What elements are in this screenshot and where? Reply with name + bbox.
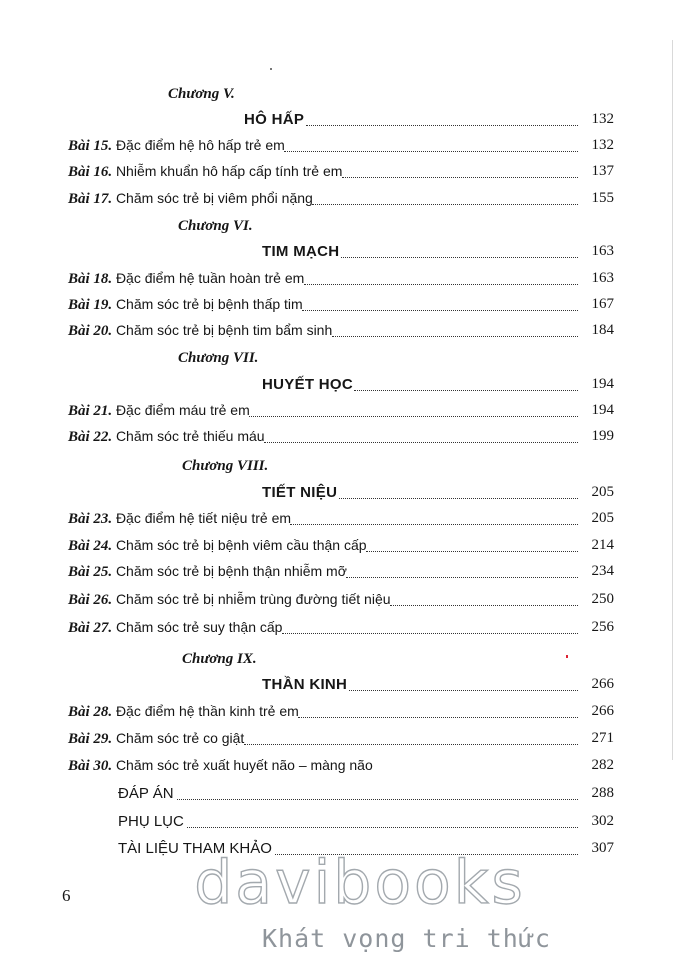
lesson-label <box>68 137 285 155</box>
lesson-label <box>68 757 373 775</box>
toc-page-number: 137 <box>591 163 614 179</box>
section-title: TIẾT NIỆU <box>262 484 338 501</box>
lesson-label <box>68 190 313 208</box>
toc-page-number: 184 <box>591 322 614 338</box>
toc-page-number: 194 <box>591 376 614 392</box>
lesson-number: Bài 28. <box>68 704 116 720</box>
toc-page-number: 167 <box>591 296 614 312</box>
toc-page-number: 302 <box>591 813 614 829</box>
appendix-title: ĐÁP ÁN <box>118 785 174 802</box>
lesson-label <box>68 322 332 340</box>
dot-leader <box>312 204 578 205</box>
toc-page-number: 205 <box>591 510 614 526</box>
chapter-heading: Chương VII. <box>178 350 259 366</box>
lesson-label <box>68 730 244 748</box>
toc-lesson-row <box>0 322 700 348</box>
dot-leader <box>339 498 578 499</box>
chapter-heading: Chương IX. <box>182 651 257 667</box>
lesson-number: Bài 17. <box>68 191 116 207</box>
lesson-title: Chăm sóc trẻ bị bệnh thận nhiễm mỡ <box>115 563 347 579</box>
chapter-heading: Chương VI. <box>178 218 253 234</box>
lesson-number: Bài 19. <box>68 297 116 313</box>
lesson-title: Đặc điểm máu trẻ em <box>115 402 250 418</box>
lesson-label <box>68 296 303 314</box>
dot-leader <box>342 177 578 178</box>
toc-page-number: 132 <box>591 137 614 153</box>
lesson-number: Bài 18. <box>68 271 116 287</box>
toc-section-row <box>0 243 700 269</box>
lesson-title: Chăm sóc trẻ bị bệnh viêm cầu thận cấp <box>115 537 367 553</box>
dot-leader <box>349 690 579 691</box>
toc-page-number: 250 <box>591 591 614 607</box>
dot-leader <box>298 717 578 718</box>
toc-page-number: 288 <box>591 785 614 801</box>
dot-leader <box>390 605 578 606</box>
toc-lesson-row <box>0 428 700 454</box>
dot-leader <box>284 151 578 152</box>
scan-speck <box>270 68 272 70</box>
lesson-title: Chăm sóc trẻ suy thận cấp <box>115 619 283 635</box>
dot-leader <box>366 551 578 552</box>
dot-leader <box>302 310 578 311</box>
section-title: TIM MẠCH <box>262 243 340 260</box>
toc-page-number: 199 <box>591 428 614 444</box>
section-title: HUYẾT HỌC <box>262 376 354 393</box>
lesson-title: Đặc điểm hệ tuần hoàn trẻ em <box>115 270 305 286</box>
toc-lesson-row <box>0 757 700 783</box>
lesson-label <box>68 163 342 181</box>
toc-page-number: 266 <box>591 676 614 692</box>
toc-page-number: 163 <box>591 270 614 286</box>
lesson-title: Đặc điểm hệ tiết niệu trẻ em <box>115 510 292 526</box>
lesson-label <box>68 510 291 528</box>
toc-page-number: 271 <box>591 730 614 746</box>
lesson-title: Chăm sóc trẻ bị viêm phổi nặng <box>115 190 313 206</box>
toc-page-number: 307 <box>591 840 614 856</box>
toc-page-number: 205 <box>591 484 614 500</box>
toc-lesson-row <box>0 703 700 729</box>
lesson-number: Bài 27. <box>68 620 116 636</box>
dot-leader <box>187 827 578 828</box>
lesson-label <box>68 563 347 581</box>
toc-chapter-row <box>0 86 700 112</box>
lesson-number: Bài 16. <box>68 164 116 180</box>
toc-appendix-row <box>0 813 700 839</box>
chapter-heading: Chương VIII. <box>182 458 269 474</box>
dot-leader <box>264 442 578 443</box>
lesson-title: Chăm sóc trẻ thiếu máu <box>115 428 265 444</box>
toc-lesson-row <box>0 163 700 189</box>
dot-leader <box>244 744 578 745</box>
dot-leader <box>290 524 578 525</box>
lesson-number: Bài 15. <box>68 138 116 154</box>
toc-lesson-row <box>0 510 700 536</box>
dot-leader <box>346 577 578 578</box>
dot-leader <box>341 257 578 258</box>
toc-chapter-row <box>0 350 700 376</box>
toc-section-row <box>0 484 700 510</box>
dot-leader <box>249 416 578 417</box>
lesson-title: Chăm sóc trẻ bị bệnh thấp tim <box>115 296 303 312</box>
lesson-title: Chăm sóc trẻ bị bệnh tim bẩm sinh <box>115 322 333 338</box>
toc-page-number: 132 <box>591 111 614 127</box>
watermark-tagline: Khát vọng tri thức <box>262 924 551 953</box>
toc-page-number: 234 <box>591 563 614 579</box>
lesson-number: Bài 21. <box>68 403 116 419</box>
dot-leader <box>177 799 578 800</box>
lesson-label <box>68 619 282 637</box>
toc-lesson-row <box>0 402 700 428</box>
appendix-title: PHỤ LỤC <box>118 813 184 830</box>
lesson-title: Nhiễm khuẩn hô hấp cấp tính trẻ em <box>115 163 343 179</box>
lesson-label <box>68 428 265 446</box>
toc-section-row <box>0 376 700 402</box>
toc-section-row <box>0 676 700 702</box>
toc-page-number: 155 <box>591 190 614 206</box>
toc-chapter-row <box>0 458 700 484</box>
toc-page-number: 256 <box>591 619 614 635</box>
toc-lesson-row <box>0 591 700 617</box>
section-title: HÔ HẤP <box>244 111 305 128</box>
toc-lesson-row <box>0 730 700 756</box>
lesson-number: Bài 25. <box>68 564 116 580</box>
toc-lesson-row <box>0 619 700 645</box>
toc-lesson-row <box>0 537 700 563</box>
section-title: THẦN KINH <box>262 676 348 693</box>
lesson-number: Bài 26. <box>68 592 116 608</box>
dot-leader <box>304 284 578 285</box>
lesson-label <box>68 703 299 721</box>
toc-page-number: 214 <box>591 537 614 553</box>
toc-chapter-row <box>0 218 700 244</box>
dot-leader <box>282 633 578 634</box>
lesson-label <box>68 402 250 420</box>
lesson-title: Chăm sóc trẻ bị nhiễm trùng đường tiết niệu <box>115 591 391 607</box>
lesson-title: Đặc điểm hệ hô hấp trẻ em <box>115 137 285 153</box>
toc-page-number: 163 <box>591 243 614 259</box>
toc-lesson-row <box>0 190 700 216</box>
toc-section-row <box>0 111 700 137</box>
toc-lesson-row <box>0 137 700 163</box>
toc-lesson-row <box>0 270 700 296</box>
lesson-title: Chăm sóc trẻ co giật <box>115 730 245 746</box>
lesson-number: Bài 20. <box>68 323 116 339</box>
dot-leader <box>354 390 578 391</box>
lesson-number: Bài 30. <box>68 758 116 774</box>
toc-lesson-row <box>0 296 700 322</box>
toc-appendix-row <box>0 785 700 811</box>
lesson-number: Bài 24. <box>68 538 116 554</box>
toc-page-number: 282 <box>591 757 614 773</box>
chapter-heading: Chương V. <box>168 86 235 102</box>
toc-lesson-row <box>0 563 700 589</box>
toc-chapter-row <box>0 651 700 677</box>
toc-page-number: 266 <box>591 703 614 719</box>
lesson-label <box>68 270 304 288</box>
dot-leader <box>306 125 578 126</box>
appendix-title: TÀI LIỆU THAM KHẢO <box>118 840 272 857</box>
lesson-title: Đặc điểm hệ thần kinh trẻ em <box>115 703 299 719</box>
lesson-number: Bài 29. <box>68 731 116 747</box>
page-number: 6 <box>62 886 71 905</box>
lesson-label <box>68 537 367 555</box>
lesson-title: Chăm sóc trẻ xuất huyết não – màng não <box>115 757 373 773</box>
lesson-label <box>68 591 391 609</box>
lesson-number: Bài 22. <box>68 429 116 445</box>
toc-page-number: 194 <box>591 402 614 418</box>
lesson-number: Bài 23. <box>68 511 116 527</box>
dot-leader <box>332 336 578 337</box>
watermark-logo: davibooks <box>194 848 526 918</box>
